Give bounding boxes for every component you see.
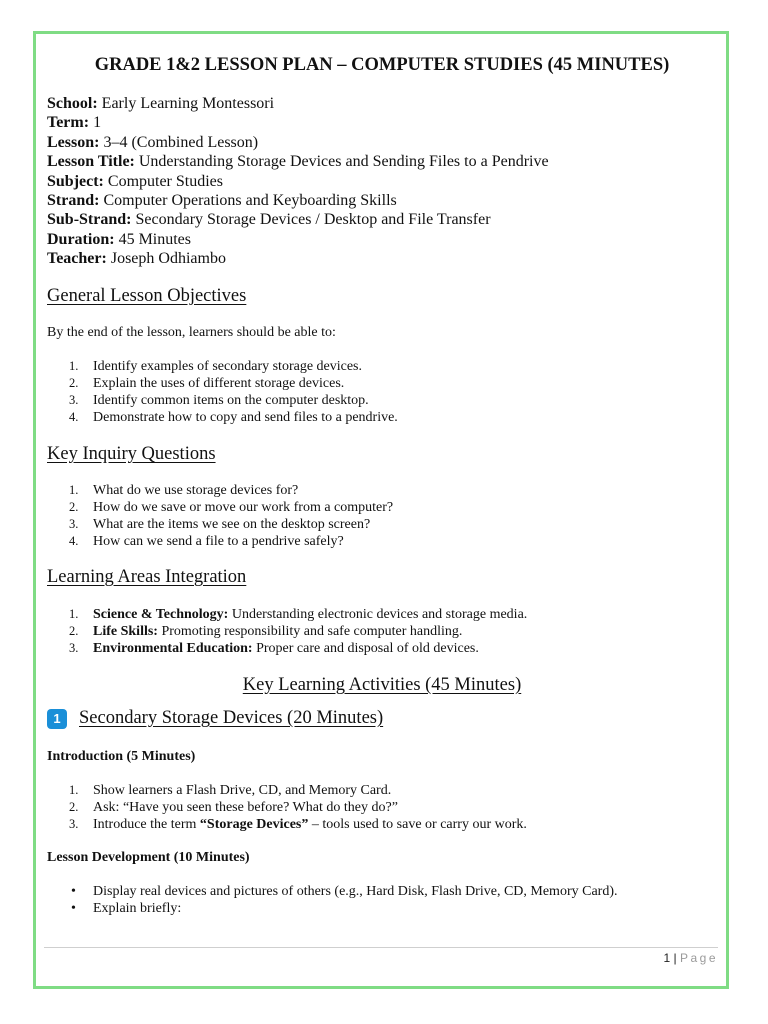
list-text: Demonstrate how to copy and send files to a pendrive. <box>93 410 398 425</box>
intro-heading: Introduction (5 Minutes) <box>47 749 196 764</box>
meta-strand <box>47 191 549 210</box>
objectives-heading: General Lesson Objectives <box>47 286 247 306</box>
inquiry-heading: Key Inquiry Questions <box>47 444 216 464</box>
list-text: Introduce the term <box>93 817 200 832</box>
number-one-icon: 1 <box>47 709 67 729</box>
list-item <box>47 816 527 833</box>
footer-divider <box>44 947 718 948</box>
list-item <box>47 640 527 657</box>
meta-label: School: <box>47 95 98 112</box>
list-item <box>47 883 617 900</box>
objectives-lead: By the end of the lesson, learners should be able to: <box>47 325 336 340</box>
list-label: Science & Technology: <box>93 607 229 622</box>
meta-lesson <box>47 133 549 152</box>
meta-value: Secondary Storage Devices / Desktop and File Transfer <box>135 211 491 229</box>
list-emphasis: “Storage Devices” <box>199 817 309 832</box>
meta-value: Early Learning Montessori <box>101 95 275 112</box>
bullet-icon: • <box>71 901 76 916</box>
development-heading: Lesson Development (10 Minutes) <box>47 850 250 865</box>
list-text: Understanding electronic devices and storage media. <box>231 607 528 622</box>
footer-separator: | <box>670 951 680 965</box>
meta-label: Duration: <box>47 230 115 248</box>
list-text: Explain the uses of different storage devices. <box>93 376 345 391</box>
list-text: Ask: “Have you seen these before? What do they do?” <box>93 800 398 815</box>
meta-sub-strand <box>47 210 549 229</box>
meta-subject <box>47 172 549 191</box>
meta-term <box>47 113 549 132</box>
meta-value: Understanding Storage Devices and Sending Files to a Pendrive <box>138 153 549 171</box>
list-number: 1. <box>69 607 79 621</box>
meta-label: Teacher: <box>47 250 107 268</box>
list-text: Proper care and disposal of old devices. <box>256 641 479 656</box>
meta-value: 3–4 (Combined Lesson) <box>103 133 259 151</box>
list-item <box>47 375 398 392</box>
list-item <box>47 409 398 426</box>
list-text: How do we save or move our work from a computer? <box>93 500 394 515</box>
list-number: 3. <box>69 393 79 407</box>
list-item <box>47 606 527 623</box>
bullet-icon: • <box>71 884 76 899</box>
meta-value: Computer Studies <box>107 172 223 190</box>
list-label: Life Skills: <box>93 624 158 639</box>
list-item <box>47 623 527 640</box>
meta-label: Lesson: <box>47 133 100 151</box>
list-text: Identify common items on the computer desktop. <box>93 393 369 408</box>
meta-duration <box>47 230 549 249</box>
page-footer <box>44 951 718 965</box>
activities-heading: Key Learning Activities (45 Minutes) <box>242 675 522 695</box>
list-number: 4. <box>69 410 79 424</box>
page-number: 1 <box>663 951 671 965</box>
meta-value: Computer Operations and Keyboarding Skills <box>103 192 397 210</box>
meta-lesson-title <box>47 152 549 171</box>
list-item <box>47 900 617 917</box>
meta-label: Subject: <box>47 172 104 190</box>
list-number: 2. <box>69 500 79 514</box>
step-title: Secondary Storage Devices (20 Minutes) <box>79 708 384 728</box>
list-item <box>47 482 393 499</box>
meta-label: Sub-Strand: <box>47 211 132 229</box>
meta-school <box>47 94 549 113</box>
list-item <box>47 799 527 816</box>
development-list <box>47 883 617 917</box>
list-number: 4. <box>69 534 79 548</box>
list-item <box>47 516 393 533</box>
list-number: 3. <box>69 641 79 655</box>
list-item <box>47 358 398 375</box>
list-item <box>47 392 398 409</box>
meta-label: Term: <box>47 114 90 132</box>
list-text: Identify examples of secondary storage devices. <box>93 359 363 374</box>
objectives-list <box>47 358 398 426</box>
list-number: 1. <box>69 483 79 497</box>
list-text: What are the items we see on the desktop screen? <box>93 517 371 532</box>
meta-label: Lesson Title: <box>47 153 135 171</box>
list-number: 1. <box>69 359 79 373</box>
page-title: GRADE 1&2 LESSON PLAN – COMPUTER STUDIES (45 MINUTES) <box>94 55 670 75</box>
integration-heading: Learning Areas Integration <box>47 567 247 587</box>
meta-value: 45 Minutes <box>118 230 192 248</box>
meta-label: Strand: <box>47 192 100 210</box>
list-number: 1. <box>69 783 79 797</box>
intro-list <box>47 782 527 833</box>
list-number: 3. <box>69 517 79 531</box>
meta-value: Joseph Odhiambo <box>110 250 226 268</box>
page-label: Page <box>679 951 718 965</box>
list-text: Display real devices and pictures of others (e.g., Hard Disk, Flash Drive, CD, Memory Card). <box>93 884 618 899</box>
meta-value: 1 <box>93 114 102 132</box>
list-text: – tools used to save or carry our work. <box>308 817 527 832</box>
list-text: What do we use storage devices for? <box>93 483 299 498</box>
list-text: How can we send a file to a pendrive safely? <box>93 534 344 549</box>
meta-teacher <box>47 249 549 268</box>
lesson-meta <box>47 94 549 269</box>
list-text: Show learners a Flash Drive, CD, and Memory Card. <box>93 783 392 798</box>
integration-list <box>47 606 527 657</box>
list-item <box>47 782 527 799</box>
list-item <box>47 499 393 516</box>
list-text: Explain briefly: <box>93 901 182 916</box>
list-item <box>47 533 393 550</box>
list-number: 2. <box>69 376 79 390</box>
list-number: 3. <box>69 817 79 831</box>
list-number: 2. <box>69 624 79 638</box>
list-text: Promoting responsibility and safe computer handling. <box>161 624 463 639</box>
list-label: Environmental Education: <box>93 641 253 656</box>
step-heading <box>47 708 383 729</box>
list-number: 2. <box>69 800 79 814</box>
inquiry-list <box>47 482 393 550</box>
